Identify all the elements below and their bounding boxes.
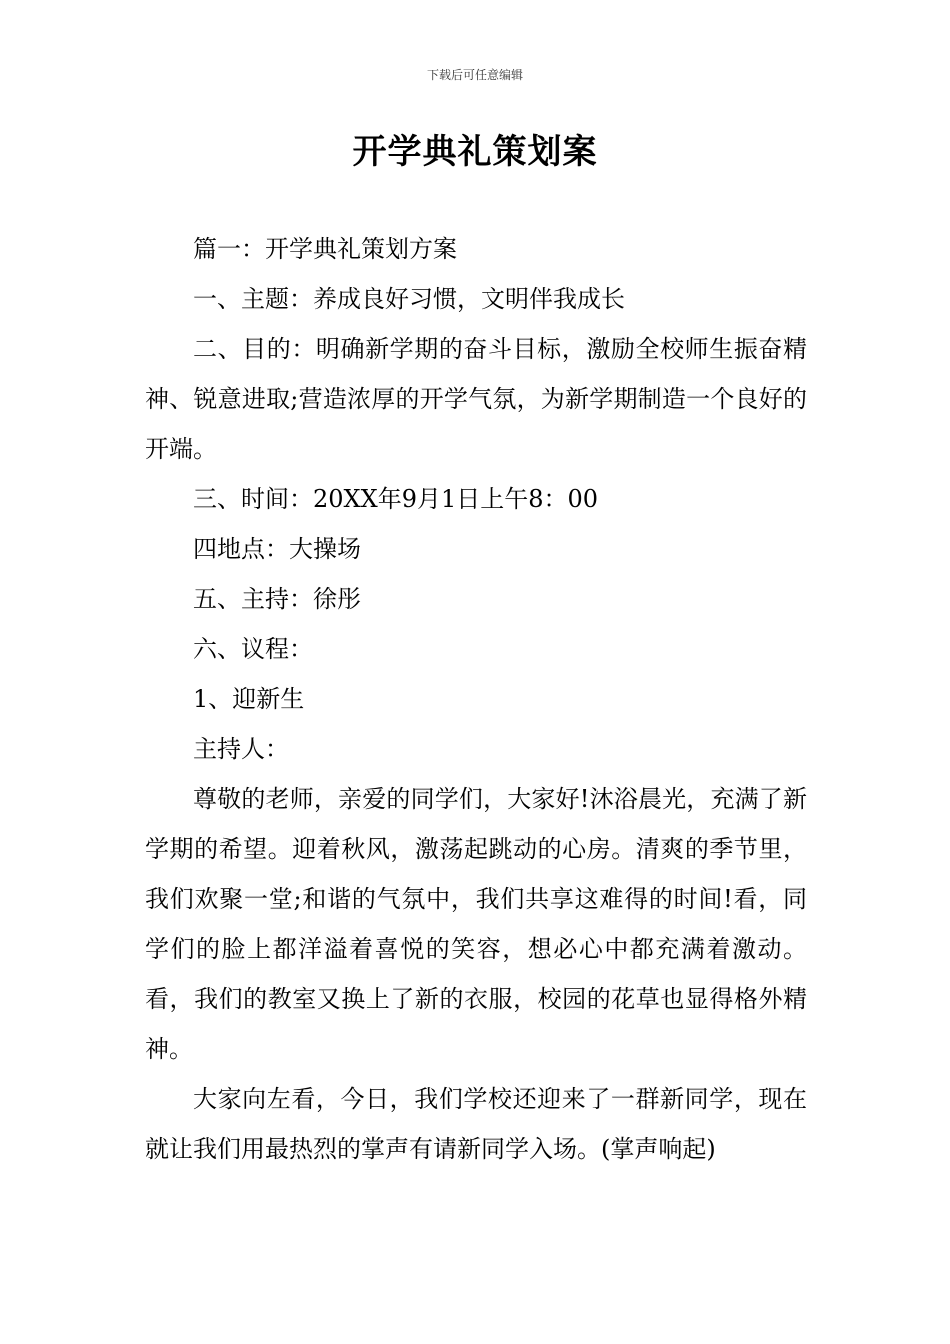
paragraph-agenda-item-1: 1、迎新生 — [193, 685, 305, 713]
paragraph-part-heading: 篇一：开学典礼策划方案 — [193, 235, 457, 263]
paragraph-time: 三、时间：20XX年9月1日上午8：00 — [193, 485, 599, 513]
paragraph-theme: 一、主题：养成良好习惯，文明伴我成长 — [193, 285, 625, 313]
document-title: 开学典礼策划案 — [352, 132, 598, 172]
document-body — [145, 224, 807, 1174]
paragraph-speech-2: 大家向左看，今日，我们学校还迎来了一群新同学，现在就让我们用最热烈的掌声有请新同学入场。(掌声响起) — [145, 1085, 807, 1163]
paragraph-speech-1: 尊敬的老师，亲爱的同学们，大家好!沐浴晨光，充满了新学期的希望。迎着秋风，激荡起跳动的心房。清爽的季节里，我们欢聚一堂;和谐的气氛中，我们共享这难得的时间!看，同学们的脸上都洋溢着喜悦的笑容，想必心中都充满着激动。看，我们的教室又换上了新的衣服，校园的花草也显得格外精神。 — [145, 785, 807, 1063]
paragraph-host: 五、主持：徐彤 — [193, 585, 361, 613]
paragraph-agenda: 六、议程： — [193, 635, 313, 663]
header-note: 下载后可任意编辑 — [426, 68, 523, 82]
paragraph-purpose: 二、目的：明确新学期的奋斗目标，激励全校师生振奋精神、锐意进取;营造浓厚的开学气氛，为新学期制造一个良好的开端。 — [145, 335, 807, 463]
paragraph-host-label: 主持人： — [193, 735, 289, 763]
paragraph-location: 四地点：大操场 — [193, 535, 361, 563]
